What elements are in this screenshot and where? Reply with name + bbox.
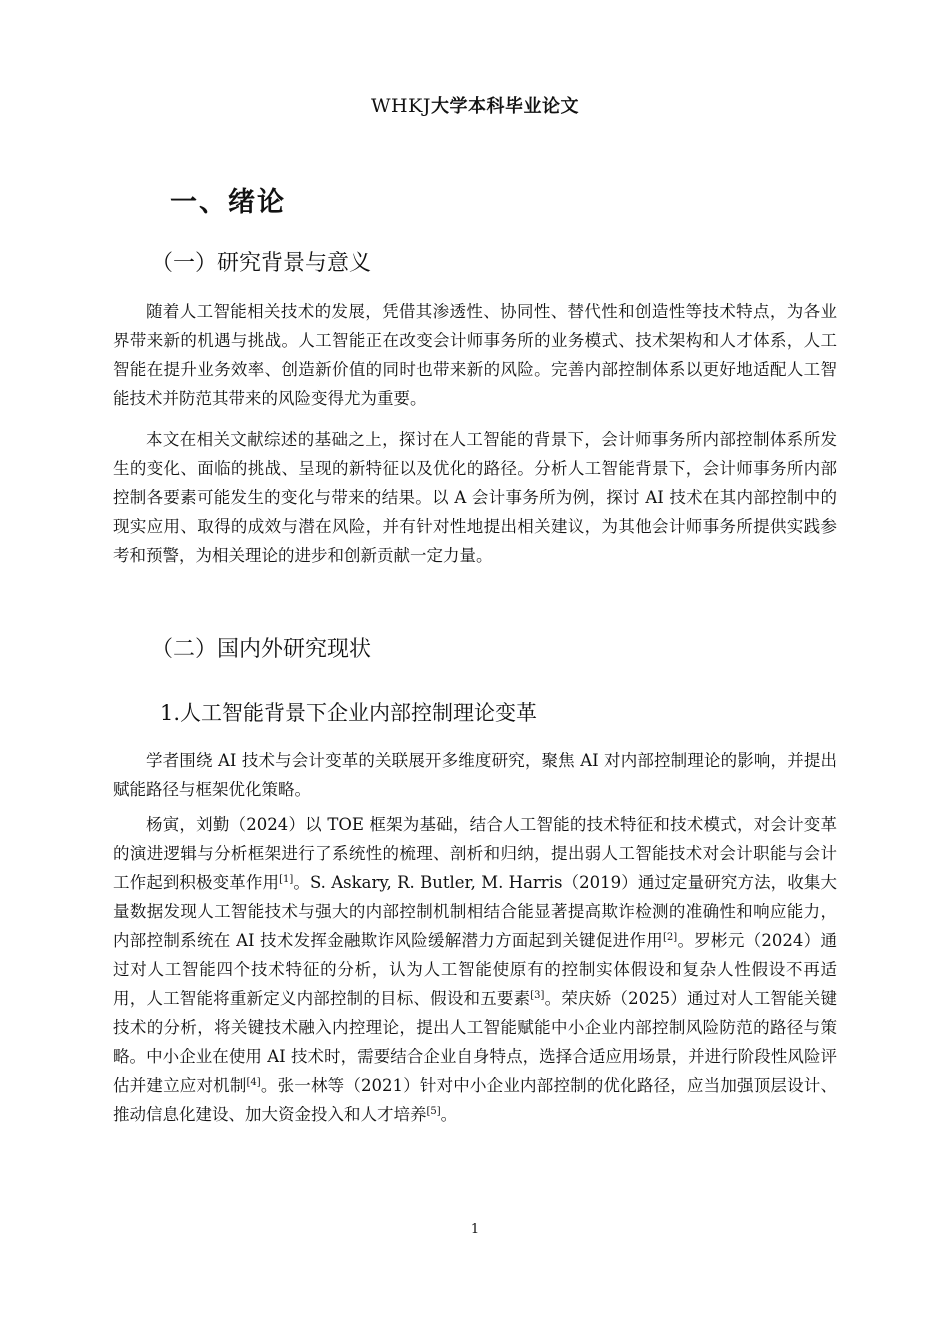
- citation-ref[interactable]: [1]: [279, 874, 294, 885]
- subsection-text: 人工智能背景下企业内部控制理论变革: [180, 701, 538, 725]
- paragraph-background-1: 随着人工智能相关技术的发展，凭借其渗透性、协同性、替代性和创造性等技术特点，为各业界带来新的机遇与挑战。人工智能正在改变会计师事务所的业务模式、技术架构和人才体系，人工智能在提升业务效率、创造新价值的同时也带来新的风险。完善内部控制体系以更好地适配人工智能技术并防范其带来的风险变得尤为重要。: [113, 302, 837, 408]
- paragraph-background-2: 本文在相关文献综述的基础之上，探讨在人工智能的背景下，会计师事务所内部控制体系所发生的变化、面临的挑战、呈现的新特征以及优化的路径。分析人工智能背景下，会计师事务所内部控制各要素可能发生的变化与带来的结果。以 A 会计事务所为例，探讨 AI 技术在其内部控制中的现实应用、取得的成效与潜在风险，并有针对性地提出相关建议，为其他会计师事务所提供实践参考和预警，为相关理论的进步和创新贡献一定力量。: [113, 430, 837, 565]
- text-segment: 。S. Askary, R. Butler, M. Harris（2019）通过定量研究方法，收集大量数据发现人工智能技术与强大的内部控制机制相结合能显著提高欺诈检测的准确性和响应能力，内部控制系统在 AI 技术发挥金融欺诈风险缓解潜力方面起到关键促进作用: [113, 873, 837, 950]
- citation-ref[interactable]: [3]: [530, 990, 545, 1001]
- citation-ref[interactable]: [5]: [426, 1106, 441, 1117]
- header-cjk: 大学本科毕业论文: [430, 96, 579, 117]
- running-header: [0, 92, 950, 118]
- text-segment: 杨寅，刘勤（2024）以 TOE 框架为基础，结合人工智能的技术特征和技术模式，对会计变革的演进逻辑与分析框架进行了系统性的梳理、剖析和归纳，提出弱人工智能技术对会计职能与会计工作起到积极变革作用: [113, 815, 837, 892]
- text-segment: 。荣庆娇（2025）通过对人工智能关键技术的分析，将关键技术融入内控理论，提出人工智能赋能中小企业内部控制风险防范的路径与策略。中小企业在使用 AI 技术时，需要结合企业自身特点，选择合适应用场景，并进行阶段性风险评估并建立应对机制: [113, 989, 837, 1095]
- page-number: 1: [470, 1222, 480, 1237]
- subsection-number: 1.: [160, 701, 181, 725]
- chapter-title: 一、绪论: [170, 187, 286, 218]
- header-latin: WHKJ: [371, 95, 431, 117]
- citation-ref[interactable]: [4]: [246, 1077, 261, 1088]
- subsection-title-1: [160, 697, 537, 727]
- paragraph-literature-2: [113, 810, 837, 1129]
- text-segment: 。罗彬元（2024）通过对人工智能四个技术特征的分析，认为人工智能使原有的控制实体假设和复杂人性假设不再适用，人工智能将重新定义内部控制的目标、假设和五要素: [113, 931, 837, 1008]
- citation-ref[interactable]: [2]: [663, 932, 678, 943]
- text-segment: 。: [440, 1105, 458, 1124]
- section-title-literature: （二）国内外研究现状: [151, 637, 372, 662]
- text-segment: 。张一林等（2021）针对中小企业内部控制的优化路径，应当加强顶层设计、推动信息化建设、加大资金投入和人才培养: [113, 1076, 837, 1124]
- section-title-background: （一）研究背景与意义: [151, 251, 372, 276]
- paragraph-literature-1: 学者围绕 AI 技术与会计变革的关联展开多维度研究，聚焦 AI 对内部控制理论的影响，并提出赋能路径与框架优化策略。: [113, 751, 837, 799]
